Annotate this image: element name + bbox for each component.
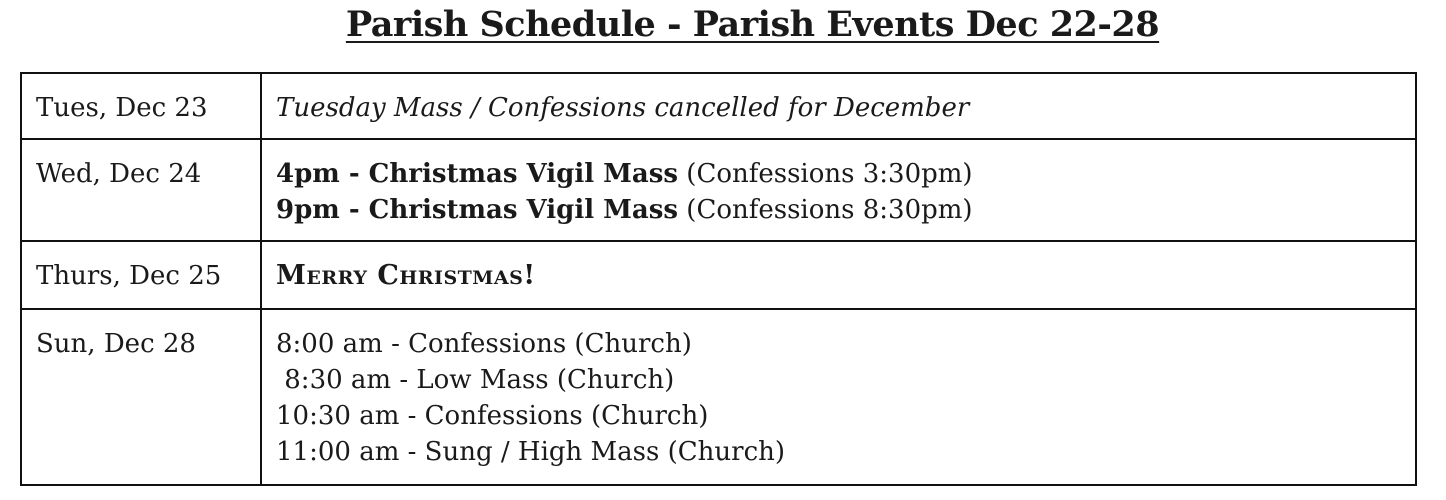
table-row <box>21 241 1416 309</box>
events-cell <box>261 309 1416 485</box>
christmas-greeting: Merry Christmas! <box>276 260 536 291</box>
day-cell <box>21 309 261 485</box>
event-line: 11:00 am - Sung / High Mass (Church) <box>276 437 786 467</box>
day-cell <box>21 139 261 241</box>
events-cell <box>261 241 1416 309</box>
event-title: 4pm - Christmas Vigil Mass <box>276 159 679 189</box>
event-line: 10:30 am - Confessions (Church) <box>276 401 709 431</box>
table-row <box>21 73 1416 139</box>
events-cell <box>261 73 1416 139</box>
day-label: Thurs, Dec 25 <box>36 261 222 291</box>
day-label: Sun, Dec 28 <box>36 329 196 359</box>
event-detail: (Confessions 8:30pm) <box>678 195 973 225</box>
cancellation-note: Tuesday Mass / Confessions cancelled for December <box>276 93 970 123</box>
event-line: 8:30 am - Low Mass (Church) <box>276 365 675 395</box>
event-title: 9pm - Christmas Vigil Mass <box>276 195 679 225</box>
event-detail: (Confessions 3:30pm) <box>678 159 973 189</box>
table-row <box>21 139 1416 241</box>
day-cell <box>21 241 261 309</box>
schedule-table <box>20 72 1417 486</box>
event-line <box>276 156 1415 192</box>
day-label: Wed, Dec 24 <box>36 159 202 189</box>
event-line: 8:00 am - Confessions (Church) <box>276 329 692 359</box>
event-line <box>276 192 1415 228</box>
day-cell <box>21 73 261 139</box>
events-cell <box>261 139 1416 241</box>
day-label: Tues, Dec 23 <box>36 93 208 123</box>
table-row <box>21 309 1416 485</box>
page-title: Parish Schedule - Parish Events Dec 22-28 <box>345 4 1160 45</box>
